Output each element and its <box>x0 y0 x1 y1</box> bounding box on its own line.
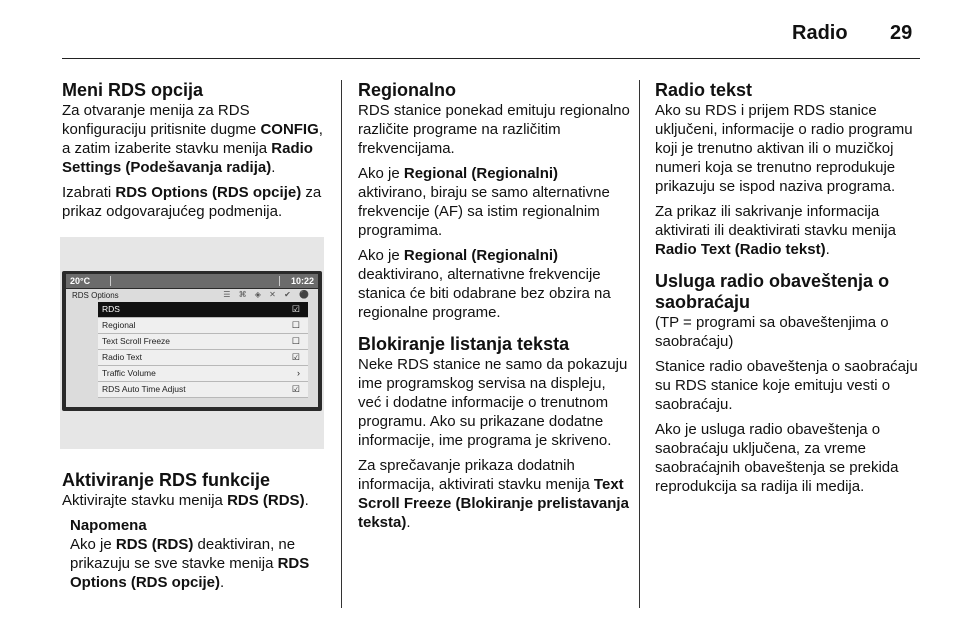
paragraph: Izabrati RDS Options (RDS opcije) za prikaz odgovarajućeg podmenija. <box>62 184 322 220</box>
checkbox-empty-icon: ☐ <box>291 336 300 346</box>
column-1-lower <box>62 470 330 592</box>
paragraph: Stanice radio obaveštenja o saobraćaju su RDS stanice koje emituju vesti o saobraćaju. <box>655 358 918 413</box>
menu-area <box>66 289 318 407</box>
rds-options-screenshot <box>60 237 324 449</box>
status-bar <box>66 274 318 288</box>
divider <box>279 276 280 286</box>
column-3 <box>655 80 927 502</box>
paragraph: Ako je usluga radio obaveštenja o saobraćaju uključena, za vreme saobraćajnih obaveštenja se prekida reprodukcija sa radija ili medija. <box>655 421 899 495</box>
paragraph: Aktivirajte stavku menija RDS (RDS). <box>62 492 309 509</box>
column-2 <box>358 80 630 538</box>
paragraph: Ako su RDS i prijem RDS stanice uključeni, informacije o radio programu koji je trenutno aktivan ili o muzičkoj numeri koja se trenutno reprodukuje prikazuju se ispod naziva programa. <box>655 102 913 195</box>
column-1 <box>62 80 330 227</box>
paragraph: Neke RDS stanice ne samo da pokazuju ime programskog servisa na displeju, već i dodatne informacije o trenutnom programu. Ako su prikazane dodatne informacije, ime programa je skriveno. <box>358 356 628 449</box>
menu-item-text-scroll-freeze[interactable]: Text Scroll Freeze ☐ <box>98 334 308 350</box>
page-header-title: Radio <box>792 22 848 44</box>
menu-title: RDS Options <box>72 291 119 300</box>
section-heading-text-scroll-freeze: Blokiranje listanja teksta <box>358 334 570 354</box>
note-text: Ako je RDS (RDS) deaktiviran, ne prikazuju se sve stavke menija RDS Options (RDS opcije). <box>70 536 310 591</box>
divider <box>110 276 111 286</box>
menu-item-rds-auto-time-adjust[interactable]: RDS Auto Time Adjust ☑ <box>98 382 308 398</box>
status-icons: ☰ ⌘ ◈ ✕ ✔ ⚫ <box>223 290 312 299</box>
note-block <box>62 516 330 592</box>
note-title: Napomena <box>70 517 147 534</box>
menu-item-traffic-volume[interactable]: Traffic Volume › <box>98 366 308 382</box>
column-divider-1 <box>341 80 342 608</box>
section-heading-activate-rds: Aktiviranje RDS funkcije <box>62 470 271 490</box>
display-frame <box>62 271 322 411</box>
menu-item-radio-text[interactable]: Radio Text ☑ <box>98 350 308 366</box>
section-heading-traffic-announcements: Usluga radio obaveštenja o saobraćaju <box>655 271 890 312</box>
clock-readout: 10:22 <box>290 276 314 286</box>
checkbox-checked-icon: ☑ <box>291 352 300 362</box>
chevron-right-icon: › <box>297 368 300 378</box>
paragraph: Za prikaz ili sakrivanje informacija aktivirati ili deaktivirati stavku menija Radio Text (Radio tekst). <box>655 203 896 258</box>
section-heading-regional: Regionalno <box>358 80 456 100</box>
paragraph: RDS stanice ponekad emituju regionalno različite programe na različitim frekvencijama. <box>358 102 630 157</box>
checkbox-checked-icon: ☑ <box>291 304 300 314</box>
menu-item-regional[interactable]: Regional ☐ <box>98 318 308 334</box>
paragraph: Za otvaranje menija za RDS konfiguraciju pritisnite dugme CONFIG, a zatim izaberite stavku menija Radio Settings (Podešavanja radija). <box>62 102 323 176</box>
rds-options-menu <box>98 302 308 398</box>
menu-item-rds[interactable]: RDS ☑ <box>98 302 308 318</box>
page-number: 29 <box>890 22 913 44</box>
paragraph: Ako je Regional (Regionalni) deaktivirano, alternativne frekvencije stanica će biti odabrane bez obzira na regionalne programe. <box>358 247 611 321</box>
paragraph: (TP = programi sa obaveštenjima o saobraćaju) <box>655 314 889 350</box>
section-heading-rds-menu: Meni RDS opcija <box>62 80 204 100</box>
checkbox-empty-icon: ☐ <box>291 320 300 330</box>
paragraph: Za sprečavanje prikaza dodatnih informacija, aktivirati stavku menija Text Scroll Freeze (Blokiranje prelistavanja teksta). <box>358 457 629 531</box>
temperature-readout: 20°C <box>70 276 91 286</box>
header-rule <box>62 58 920 59</box>
checkbox-checked-icon: ☑ <box>291 384 300 394</box>
section-heading-radio-text: Radio tekst <box>655 80 753 100</box>
column-divider-2 <box>639 80 640 608</box>
paragraph: Ako je Regional (Regionalni) aktivirano, biraju se samo alternativne frekvencije (AF) sa istim regionalnim programima. <box>358 165 610 239</box>
